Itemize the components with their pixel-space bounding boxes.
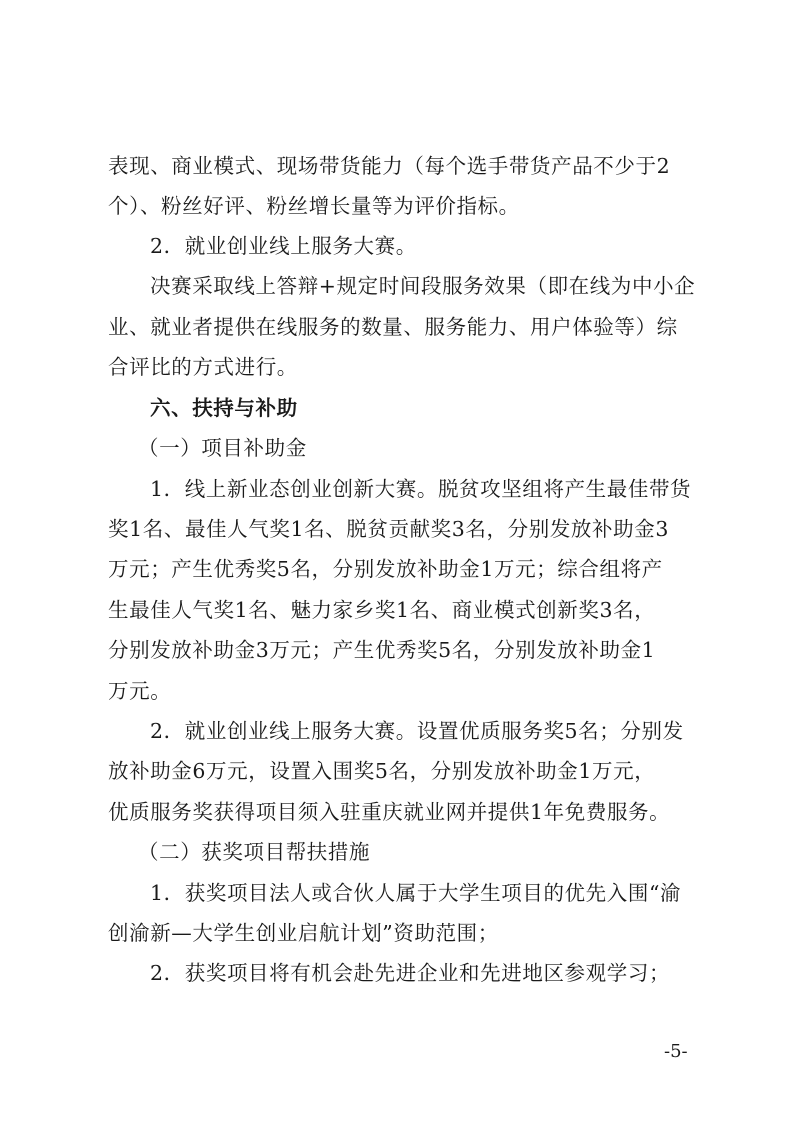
paragraph-line: 业、就业者提供在线服务的数量、服务能力、用户体验等）综 (108, 315, 678, 339)
paragraph-line: 优质服务奖获得项目须入驻重庆就业网并提供1年免费服务。 (108, 800, 671, 824)
paragraph-line: 2．就业创业线上服务大赛。 (150, 234, 417, 258)
section-heading: 六、扶持与补助 (150, 396, 298, 420)
paragraph-line: 创渝新—大学生创业启航计划”资助范围； (108, 921, 499, 945)
paragraph-line: 个）、粉丝好评、粉丝增长量等为评价指标。 (108, 194, 520, 218)
paragraph-line: 表现、商业模式、现场带货能力（每个选手带货产品不少于2 (108, 154, 671, 178)
subsection-heading: （二）获奖项目帮扶措施 (138, 840, 371, 864)
paragraph-line: 决赛采取线上答辩+规定时间段服务效果（即在线为中小企 (150, 274, 696, 298)
page-number: -5- (664, 1041, 688, 1062)
paragraph-line: 奖1名、最佳人气奖1名、脱贫贡献奖3名，分别发放补助金3 (108, 517, 669, 541)
paragraph-line: 1．获奖项目法人或合伙人属于大学生项目的优先入围“渝 (150, 881, 682, 905)
subsection-heading: （一）项目补助金 (138, 436, 307, 460)
paragraph-line: 万元；产生优秀奖5名，分别发放补助金1万元；综合组将产 (108, 557, 663, 581)
paragraph-line: 万元。 (108, 679, 172, 703)
paragraph-line: 分别发放补助金3万元；产生优秀奖5名，分别发放补助金1 (108, 638, 656, 662)
paragraph-line: 1．线上新业态创业创新大赛。脱贫攻坚组将产生最佳带货 (150, 477, 692, 501)
paragraph-line: 放补助金6万元，设置入围奖5名，分别发放补助金1万元， (108, 759, 656, 783)
paragraph-line: 生最佳人气奖1名、魅力家乡奖1名、商业模式创新奖3名， (108, 598, 656, 622)
paragraph-line: 2．就业创业线上服务大赛。设置优质服务奖5名；分别发 (150, 719, 684, 743)
paragraph-line: 2．获奖项目将有机会赴先进企业和先进地区参观学习； (150, 961, 671, 985)
paragraph-line: 合评比的方式进行。 (108, 355, 298, 379)
